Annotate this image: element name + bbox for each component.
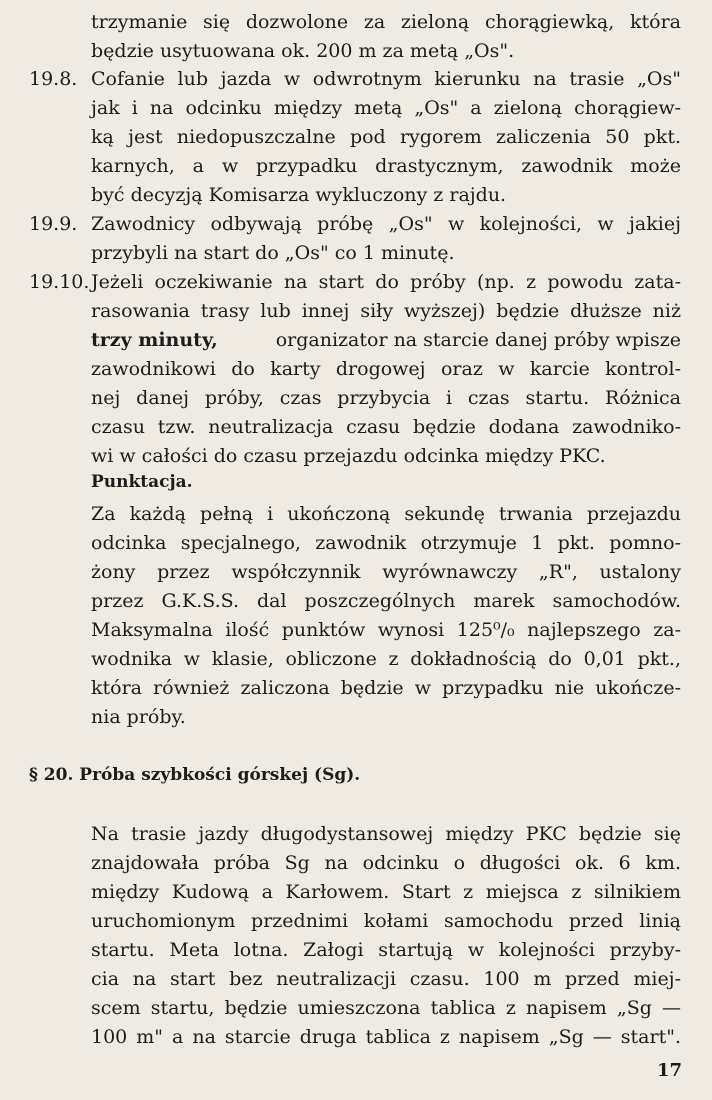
text-line: zawodnikowi do karty drogowej oraz w karcie kontrol-	[91, 358, 681, 380]
text-line: trzymanie się dozwolone za zieloną chorągiewką, która	[91, 11, 681, 33]
text-line: znajdowała próba Sg na odcinku o długości ok. 6 km.	[91, 852, 681, 874]
text-line: karnych, a w przypadku drastycznym, zawodnik może	[91, 155, 681, 177]
text-line: między Kudową a Karłowem. Start z miejsca z silnikiem	[91, 881, 681, 903]
text-line: Maksymalna ilość punktów wynosi 125⁰/₀ najlepszego za-	[91, 619, 681, 641]
paragraph-number: 19.10.	[29, 271, 90, 293]
text-line: Jeżeli oczekiwanie na start do próby (np. z powodu zata-	[91, 271, 681, 293]
text-line: Cofanie lub jazda w odwrotnym kierunku na trasie „Os"	[91, 68, 681, 90]
paragraph-number: 19.9.	[29, 213, 78, 235]
text-line: scem startu, będzie umieszczona tablica z napisem „Sg —	[91, 997, 681, 1019]
text-line: będzie usytuowana ok. 200 m za metą „Os".	[91, 40, 515, 62]
text-span: organizator na starcie danej próby wpisze	[275, 329, 681, 351]
text-line: przez G.K.S.S. dal poszczególnych marek samochodów.	[91, 590, 681, 612]
text-line: Na trasie jazdy długodystansowej między PKC będzie się	[91, 823, 681, 845]
text-line: przybyli na start do „Os" co 1 minutę.	[91, 242, 455, 264]
text-line: jak i na odcinku między metą „Os" a zieloną chorągiew-	[91, 97, 681, 119]
text-line: 100 m" a na starcie druga tablica z napisem „Sg — start".	[91, 1026, 681, 1048]
text-line: uruchomionym przednimi kołami samochodu przed linią	[91, 910, 681, 932]
text-line: wodnika w klasie, obliczone z dokładnością do 0,01 pkt.,	[91, 648, 681, 670]
text-line: Zawodnicy odbywają próbę „Os" w kolejności, w jakiej	[91, 213, 681, 235]
text-line: nia próby.	[91, 706, 186, 728]
text-line: być decyzją Komisarza wykluczony z rajdu.	[91, 184, 507, 206]
paragraph-number: 19.8.	[29, 68, 78, 90]
text-line-mixed	[91, 328, 681, 352]
text-line: wi w całości do czasu przejazdu odcinka między PKC.	[91, 445, 606, 467]
text-line: która również zaliczona będzie w przypadku nie ukończe-	[91, 677, 681, 699]
text-line: rasowania trasy lub innej siły wyższej) będzie dłuższe niż	[91, 300, 681, 322]
page-number: 17	[656, 1060, 682, 1081]
text-line: nej danej próby, czas przybycia i czas startu. Różnica	[91, 387, 681, 409]
text-line: startu. Meta lotna. Załogi startują w kolejności przyby-	[91, 939, 681, 961]
text-line: ką jest niedopuszczalne pod rygorem zaliczenia 50 pkt.	[91, 126, 681, 148]
text-line: Za każdą pełną i ukończoną sekundę trwania przejazdu	[91, 503, 681, 525]
text-line: czasu tzw. neutralizacja czasu będzie dodana zawodniko-	[91, 416, 681, 438]
emphasis-text: trzy minuty,	[91, 329, 218, 351]
subheading: Punktacja.	[91, 472, 193, 492]
text-line: żony przez współczynnik wyrównawczy „R", ustalony	[91, 561, 681, 583]
text-line: cia na start bez neutralizacji czasu. 100 m przed miej-	[91, 968, 681, 990]
text-line: odcinka specjalnego, zawodnik otrzymuje 1 pkt. pomno-	[91, 532, 681, 554]
section-heading: § 20. Próba szybkości górskej (Sg).	[29, 765, 361, 785]
